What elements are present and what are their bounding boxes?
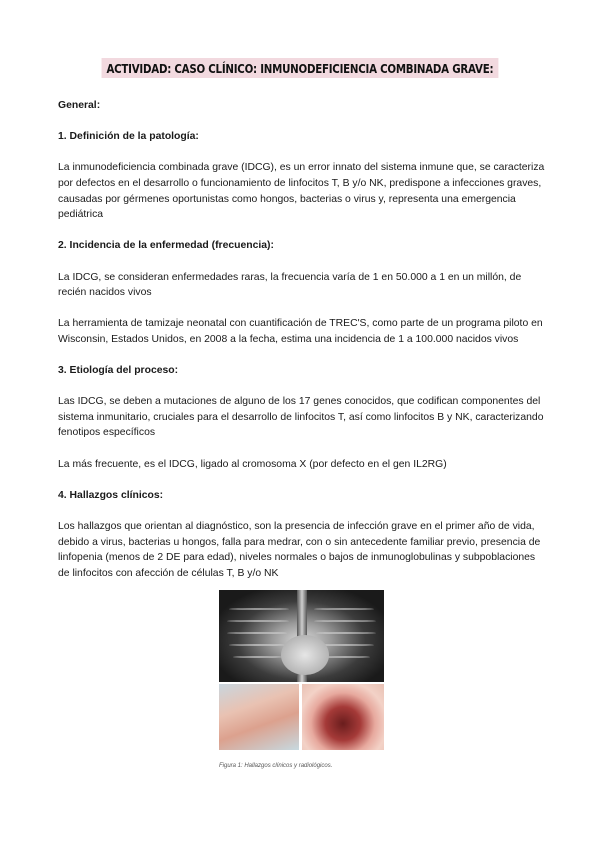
clinical-figure <box>219 590 384 777</box>
general-heading: General: <box>58 100 101 111</box>
paragraph-incidencia-1: La IDCG, se consideran enfermedades raras, la frecuencia varía de 1 en 50.000 a 1 en un millón, de recién nacidos vivos <box>58 271 522 299</box>
document-body <box>58 98 548 581</box>
section-heading-etiologia: 3. Etiología del proceso: <box>58 365 179 377</box>
title-container <box>0 58 600 78</box>
section-heading-incidencia: 2. Incidencia de la enfermedad (frecuencia): <box>58 240 274 252</box>
section-heading-hallazgos: 4. Hallazgos clínicos: <box>58 489 164 501</box>
document-title: ACTIVIDAD: CASO CLÍNICO: INMUNODEFICIENCIA COMBINADA GRAVE: <box>102 58 499 78</box>
section-heading-definicion: 1. Definición de la patología: <box>58 131 199 143</box>
paragraph-etiologia-1: Las IDCG, se deben a mutaciones de alguno de los 17 genes conocidos, que codifican componentes del sistema inmunitario, cruciales para el desarrollo de linfocitos T, así como linfocitos B y NK, caracterizando fenotipos específicos <box>58 396 544 439</box>
paragraph-incidencia-2: La herramienta de tamizaje neonatal con cuantificación de TREC'S, como parte de un programa piloto en Wisconsin, Estados Unidos, en 2008 a la fecha, estima una incidencia de 1 a 100.000 nacidos vivos <box>58 318 543 345</box>
paragraph-definicion: La inmunodeficiencia combinada grave (IDCG), es un error innato del sistema inmune que, se caracteriza por defectos en el desarrollo o funcionamiento de linfocitos T, B y/o NK, predispone a infecciones graves, causadas por gérmenes oportunistas como hongos, bacterias o virus y, representa una emergencia pediátrica <box>58 162 545 221</box>
paragraph-etiologia-2: La más frecuente, es el IDCG, ligado al cromosoma X (por defecto en el gen IL2RG) <box>58 458 447 470</box>
figure-caption: Figura 1: Hallazgos clínicos y radiológicos. <box>219 763 333 769</box>
infant-hand-photo <box>219 684 299 750</box>
chest-xray-image <box>219 590 384 682</box>
paragraph-hallazgos: Los hallazgos que orientan al diagnóstico, son la presencia de infección grave en el primer año de vida, debido a virus, bacterias u hongos, falla para medrar, con o sin antecedente familiar previo, presencia de linfopenia (menos de 2 DE para edad), niveles normales o bajos de inmunoglobulinas y subpoblaciones de linfocitos con afección de células T, B y/o NK <box>58 521 541 579</box>
oral-lesion-photo <box>302 684 384 750</box>
